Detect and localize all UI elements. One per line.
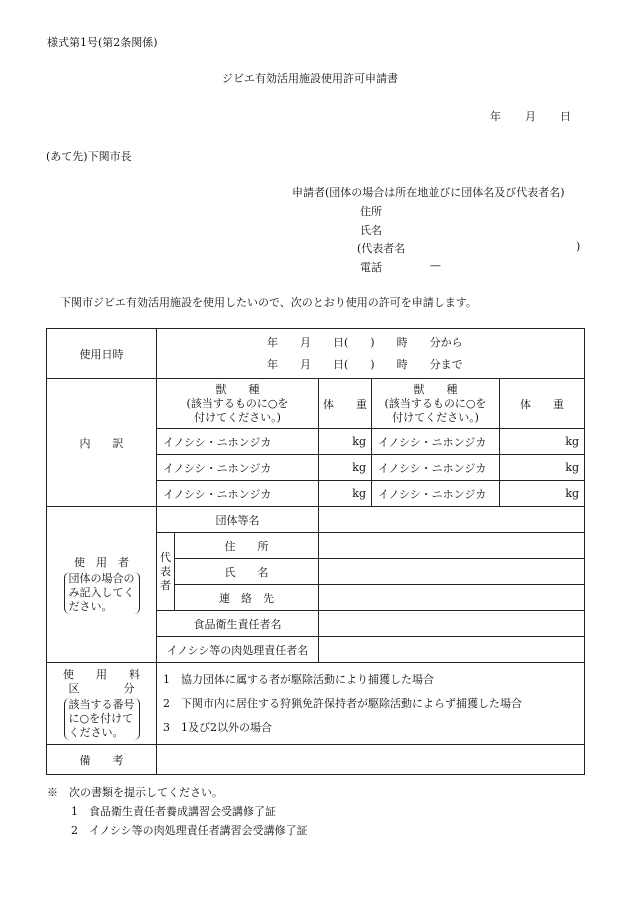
fee-options — [157, 663, 585, 745]
fee-label-note: 該当する番号 に○を付けて ください。 — [64, 698, 140, 740]
org-name-row — [47, 507, 585, 533]
fee-option-3[interactable]: 3 1及び2以外の場合 — [163, 720, 272, 734]
applicant-label: 申請者(団体の場合は所在地並びに団体名及び代表者名) — [292, 186, 565, 199]
food-hygiene-label: 食品衛生責任者名 — [157, 611, 319, 637]
species-header-2: 獣 種 (該当するものに○を 付けてください。) — [372, 379, 500, 429]
breakdown-label: 内 訳 — [47, 379, 157, 507]
notes-item-2: 2 イノシシ等の肉処理責任者講習会受講修了証 — [71, 824, 308, 837]
weight-field[interactable]: kg — [319, 481, 372, 507]
weight-field[interactable]: kg — [500, 481, 585, 507]
application-table — [46, 328, 585, 775]
remarks-field[interactable] — [157, 745, 585, 775]
user-label-note: 団体の場合の み記入してく ださい。 — [64, 572, 140, 614]
species-option[interactable]: イノシシ・ニホンジカ — [157, 455, 319, 481]
species-option[interactable]: イノシシ・ニホンジカ — [372, 429, 500, 455]
representative-label: (代表者名 — [357, 242, 406, 255]
intro-text: 下関市ジビエ有効活用施設を使用したいので、次のとおり使用の許可を申請します。 — [60, 296, 477, 309]
fee-option-1[interactable]: 1 協力団体に属する者が駆除活動により捕獲した場合 — [163, 672, 434, 686]
meat-processing-label: イノシシ等の肉処理責任者名 — [157, 637, 319, 663]
species-option[interactable]: イノシシ・ニホンジカ — [157, 481, 319, 507]
species-header-1: 獣 種 (該当するものに○を 付けてください。) — [157, 379, 319, 429]
notes-item-1: 1 食品衛生責任者養成講習会受講修了証 — [71, 805, 276, 818]
remarks-label: 備 考 — [47, 745, 157, 775]
rep-address-field[interactable] — [319, 533, 585, 559]
usage-to: 年 月 日( ) 時 分まで — [267, 357, 463, 371]
date-day-label: 日 — [560, 110, 571, 123]
usage-datetime-row — [47, 329, 585, 379]
page-title: ジビエ有効活用施設使用許可申請書 — [222, 72, 398, 85]
usage-datetime-label: 使用日時 — [47, 329, 157, 379]
user-label — [47, 507, 157, 663]
fee-label-main: 使 用 料 — [63, 667, 140, 681]
rep-address-label: 住 所 — [175, 533, 319, 559]
rep-contact-label: 連 絡 先 — [175, 585, 319, 611]
addressee: (あて先)下関市長 — [46, 150, 132, 163]
notes-heading: ※ 次の書類を提示してください。 — [47, 786, 223, 799]
remarks-row — [47, 745, 585, 775]
phone-dash: — — [430, 259, 441, 272]
species-option[interactable]: イノシシ・ニホンジカ — [372, 455, 500, 481]
org-name-field[interactable] — [319, 507, 585, 533]
applicant-phone-label: 電話 — [360, 261, 382, 274]
fee-label — [47, 663, 157, 745]
weight-field[interactable]: kg — [319, 455, 372, 481]
meat-processing-field[interactable] — [319, 637, 585, 663]
representative-close-paren: ) — [576, 240, 581, 253]
weight-field[interactable]: kg — [500, 455, 585, 481]
date-month-label: 月 — [525, 110, 536, 123]
user-label-main: 使 用 者 — [74, 555, 129, 569]
applicant-address-label: 住所 — [360, 205, 382, 218]
weight-field[interactable]: kg — [500, 429, 585, 455]
rep-name-field[interactable] — [319, 559, 585, 585]
weight-header-2: 体 重 — [500, 379, 585, 429]
form-number: 様式第1号(第2条関係) — [47, 36, 158, 49]
food-hygiene-field[interactable] — [319, 611, 585, 637]
rep-contact-field[interactable] — [319, 585, 585, 611]
fee-option-2[interactable]: 2 下関市内に居住する狩猟免許保持者が駆除活動によらず捕獲した場合 — [163, 696, 522, 710]
fee-label-sub: 区 分 — [68, 681, 135, 695]
breakdown-header-row — [47, 379, 585, 429]
rep-name-label: 氏 名 — [175, 559, 319, 585]
species-option[interactable]: イノシシ・ニホンジカ — [157, 429, 319, 455]
representative-vertical-label: 代 表 者 — [157, 533, 175, 611]
fee-row — [47, 663, 585, 745]
usage-datetime-field[interactable] — [157, 329, 585, 379]
applicant-name-label: 氏名 — [360, 224, 382, 237]
species-option[interactable]: イノシシ・ニホンジカ — [372, 481, 500, 507]
weight-header-1: 体 重 — [319, 379, 372, 429]
usage-from: 年 月 日( ) 時 分から — [267, 335, 463, 349]
org-name-label: 団体等名 — [157, 507, 319, 533]
weight-field[interactable]: kg — [319, 429, 372, 455]
date-year-label: 年 — [490, 110, 501, 123]
